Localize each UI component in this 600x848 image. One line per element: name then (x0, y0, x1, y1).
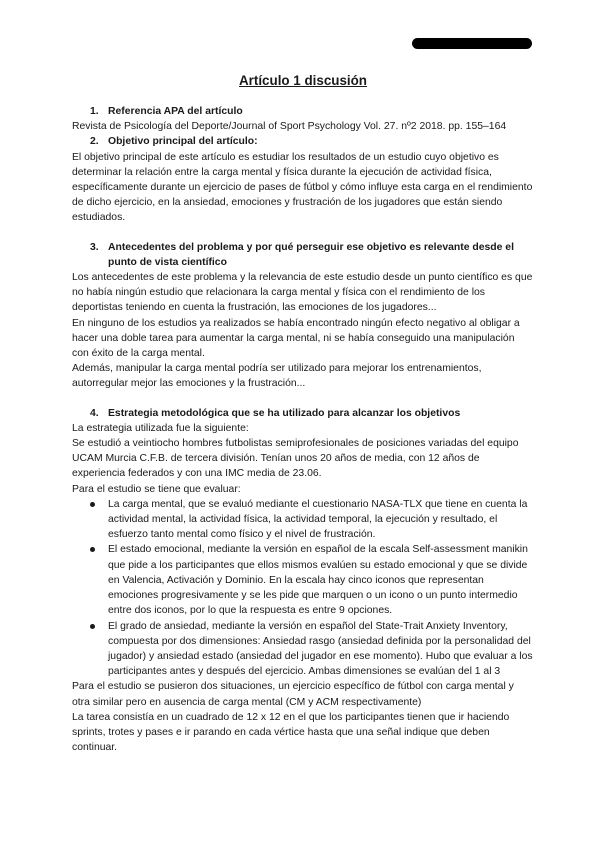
bullet-icon (90, 624, 95, 629)
section-2-heading (90, 134, 534, 149)
list-item-text: El estado emocional, mediante la versión en español de la escala Self-assessment manikin que pide a los participantes que ellos mismos evalúen su estado emocional y que se divide en Valencia, Activación y Dominio. En la escala hay cinco iconos que representan emociones progresivamente y se les pide que marquen o un icono o un punto intermedio entre dos iconos, por lo que la respuesta es entre 9 opciones. (108, 544, 528, 617)
section-1-paragraph: Revista de Psicología del Deporte/Journal of Sport Psychology Vol. 27. nº2 2018. pp. 155–164 (72, 121, 507, 133)
redacted-author-name (412, 38, 532, 49)
section-heading-text: Objetivo principal del artículo: (108, 136, 258, 148)
section-heading-text: Antecedentes del problema y por qué perseguir ese objetivo es relevante desde el punto de vista científico (108, 241, 514, 268)
document-page (72, 72, 534, 755)
section-number: 4. (90, 407, 99, 419)
list-item (72, 542, 534, 618)
section-heading-text: Referencia APA del artículo (108, 106, 243, 117)
section-number: 3. (90, 241, 99, 253)
section-heading-text: Estrategia metodológica que se ha utilizado para alcanzar los objetivos (108, 407, 461, 419)
section-3-heading (90, 240, 534, 270)
list-item-text: La carga mental, que se evaluó mediante el cuestionario NASA-TLX que tiene en cuenta la actividad mental, la actividad física, la actividad temporal, la ejecución y resultado, el esfuerzo tanto mental como físico y el nivel de frustración. (108, 498, 528, 541)
page-title: Artículo 1 discusión (239, 73, 367, 88)
bullet-icon (90, 547, 95, 552)
list-item (72, 497, 534, 543)
section-2-paragraph: El objetivo principal de este artículo es estudiar los resultados de un estudio cuyo objetivo es determinar la relación entre la carga mental y física durante la ejecución de actividad física, específicamente durante un ejercicio de pases de fútbol y cómo influye esta carga en el rendimiento de dicho ejercicio, en la ansiedad, emociones y frustración de los jugadores que están siendo estudiados. (72, 151, 533, 224)
section-3-paragraph: En ninguno de los estudios ya realizados se había encontrado ningún efecto negativo al obligar a hacer una doble tarea para aumentar la carga mental, ni se había conseguido una manipulación con éxito de la carga mental. (72, 317, 520, 360)
bullet-icon (90, 502, 95, 507)
section-1-heading (90, 104, 534, 119)
section-4-outro: Para el estudio se pusieron dos situaciones, un ejercicio específico de fútbol con carga mental y otra similar pero en ausencia de carga mental (CM y ACM respectivamente) (72, 681, 514, 708)
section-4-heading (90, 406, 534, 421)
section-4-outro: La tarea consistía en un cuadrado de 12 x 12 en el que los participantes tienen que ir haciendo sprints, trotes y pases e ir parando en cada vértice hasta que una señal indique que deben continuar. (72, 711, 510, 754)
list-item-text: El grado de ansiedad, mediante la versión en español del State-Trait Anxiety Inventory, compuesta por dos dimensiones: Ansiedad rasgo (ansiedad definida por la personalidad del jugador) y ansiedad estado (ansiedad del jugador en ese momento). Hubo que evaluar a los participantes antes y después del ejercicio. Ambas dimensiones se evalúan del 1 al 3 (108, 620, 533, 678)
section-number: 2. (90, 136, 99, 148)
section-3-paragraph: Además, manipular la carga mental podría ser utilizado para mejorar los entrenamientos, autorregular mejor las emociones y la frustración... (72, 363, 482, 390)
evaluation-list (72, 497, 534, 679)
list-item (72, 619, 534, 680)
section-4-intro: Para el estudio se tiene que evaluar: (72, 483, 241, 495)
section-number: 1. (90, 106, 99, 117)
section-3-paragraph: Los antecedentes de este problema y la relevancia de este estudio desde un punto científico es que no había ningún estudio que relacionara la carga mental y física con el rendimiento de los deportistas teniendo en cuenta la frustración, las emociones de los jugadores... (72, 272, 533, 314)
section-4-intro: La estrategia utilizada fue la siguiente: (72, 422, 249, 434)
section-4-intro: Se estudió a veintiocho hombres futbolistas semiprofesionales de posiciones variadas del equipo UCAM Murcia C.F.B. de tercera división. Tenían unos 20 años de media, con 12 años de experiencia federados y con una IMC media de 23.06. (72, 438, 519, 480)
